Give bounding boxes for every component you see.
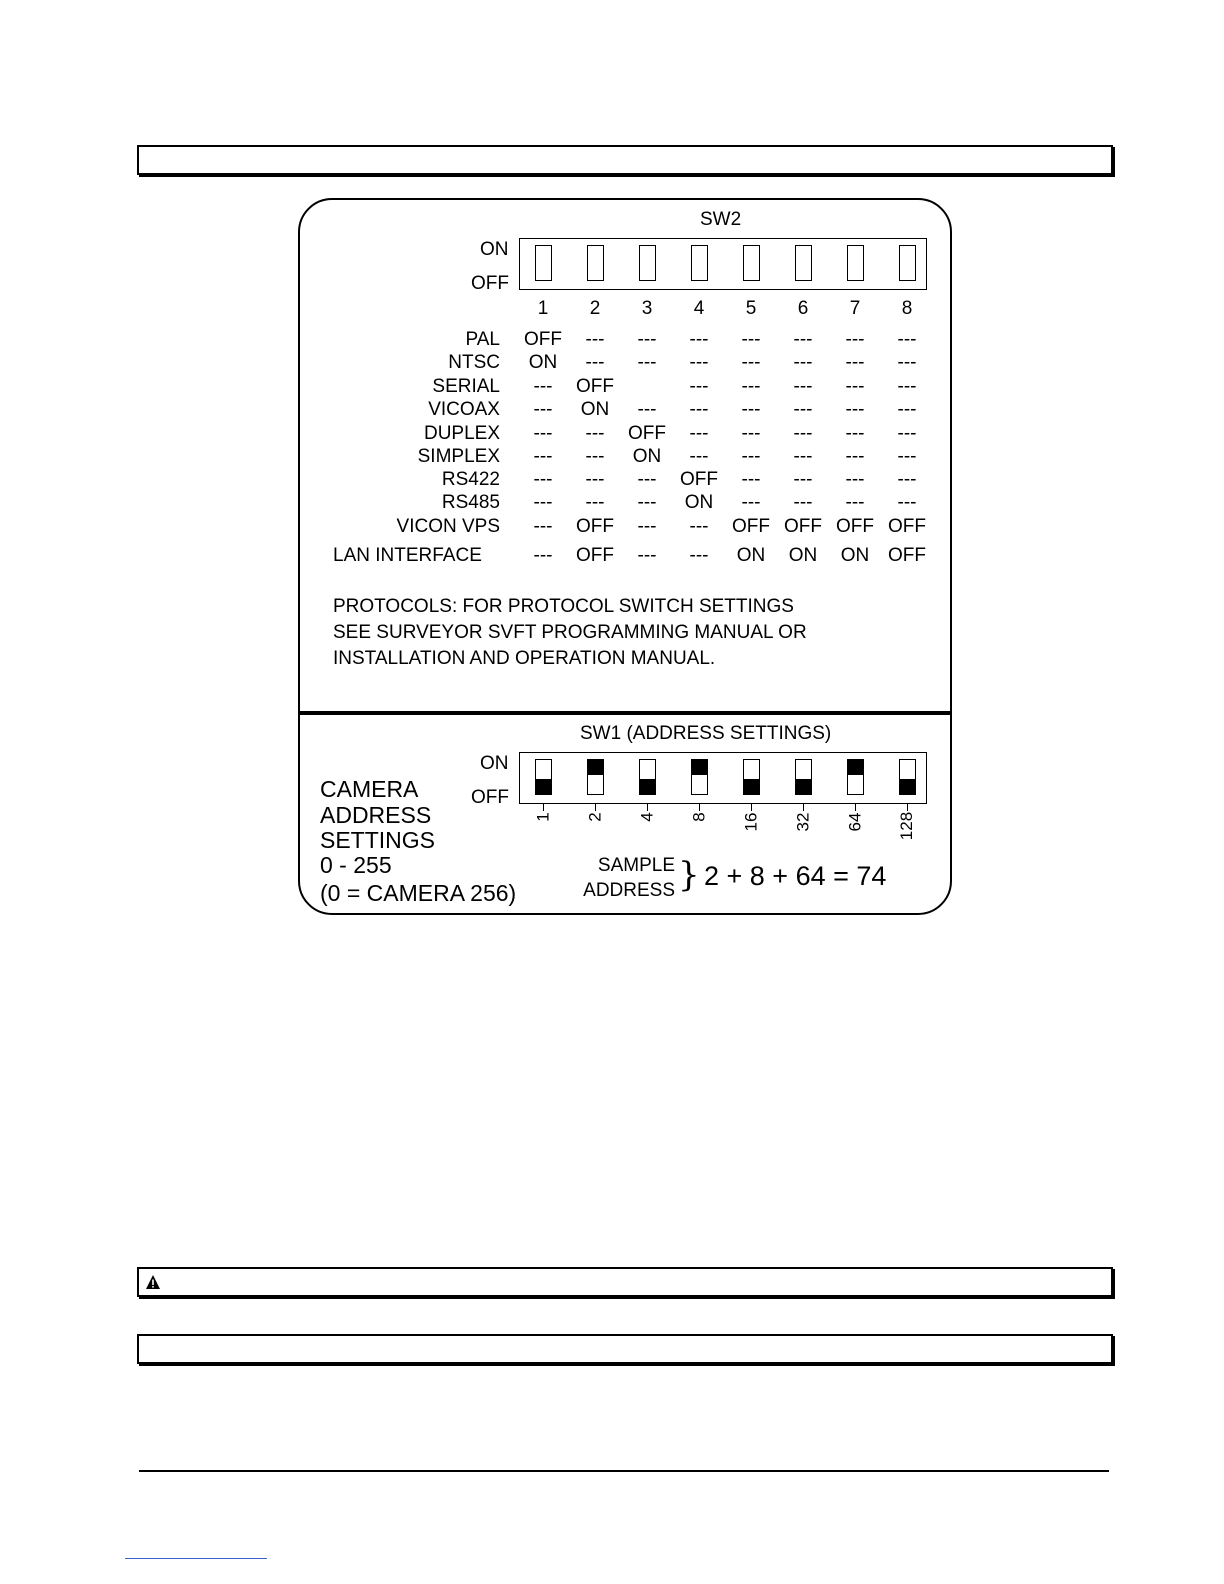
sw2-setting-cell: ON (528, 352, 558, 373)
sw2-setting-cell: --- (637, 516, 657, 537)
sw2-setting-cell: OFF (680, 469, 718, 490)
sw2-setting-cell: --- (637, 469, 657, 490)
sw2-setting-cell: --- (845, 329, 865, 350)
sw2-switch-number: 1 (537, 298, 549, 319)
sw2-setting-cell: --- (845, 446, 865, 467)
sample-label: SAMPLE (597, 855, 675, 876)
sw2-switch-number: 3 (641, 298, 653, 319)
sw2-setting-cell: --- (533, 469, 553, 490)
sw2-setting-cell: --- (793, 352, 813, 373)
sw2-setting-cell: ON (736, 545, 766, 566)
sw1-switch (639, 759, 656, 795)
sw2-setting-cell: --- (897, 469, 917, 490)
sw2-row-label: VICON VPS (396, 516, 500, 537)
sw2-setting-cell: OFF (524, 329, 562, 350)
sw2-switch (691, 245, 708, 281)
sw2-setting-cell: --- (897, 492, 917, 513)
brace-icon: } (678, 855, 700, 895)
switch-actuator (536, 779, 551, 794)
sw2-switch (587, 245, 604, 281)
sw1-address-value: 32 (792, 812, 812, 831)
sw2-setting-cell: --- (897, 376, 917, 397)
sw2-row-label: DUPLEX (423, 423, 500, 444)
sw2-row-label: RS485 (441, 492, 500, 513)
sw2-setting-cell: --- (845, 376, 865, 397)
warning-triangle-icon (145, 1274, 161, 1290)
sw2-setting-cell: --- (741, 376, 761, 397)
sw2-setting-cell: --- (897, 446, 917, 467)
sample-label: ADDRESS (583, 880, 675, 901)
sw2-setting-cell: --- (793, 376, 813, 397)
sw2-setting-cell: --- (533, 492, 553, 513)
switch-settings-label (298, 198, 952, 915)
sw2-setting-cell: --- (793, 329, 813, 350)
camera-zero-note: (0 = CAMERA 256) (320, 880, 517, 906)
sw2-setting-cell: --- (533, 545, 553, 566)
sw2-setting-cell: --- (741, 399, 761, 420)
sw2-switch (639, 245, 656, 281)
sw2-row-label: SIMPLEX (417, 446, 500, 467)
sw2-setting-cell: --- (637, 545, 657, 566)
sw2-setting-cell: --- (741, 446, 761, 467)
protocol-note-line: SEE SURVEYOR SVFT PROGRAMMING MANUAL OR (333, 622, 807, 643)
sw2-setting-cell: --- (585, 469, 605, 490)
header-box (137, 145, 1113, 175)
sw1-address-value: 64 (844, 812, 864, 831)
sw1-off-label: OFF (471, 787, 509, 808)
sw1-tick (907, 803, 908, 811)
sw2-setting-cell: --- (897, 423, 917, 444)
sw2-setting-cell: --- (689, 376, 709, 397)
sw2-setting-cell: --- (793, 469, 813, 490)
sw2-switch (847, 245, 864, 281)
sw2-off-label: OFF (471, 273, 509, 294)
sw2-setting-cell: --- (741, 423, 761, 444)
sw2-setting-cell: --- (637, 399, 657, 420)
sw2-row-label: SERIAL (432, 376, 500, 397)
switch-actuator (796, 779, 811, 794)
switch-actuator (900, 779, 915, 794)
sw2-setting-cell: OFF (576, 545, 614, 566)
sw2-on-label: ON (480, 239, 509, 260)
sw2-row-label: VICOAX (428, 399, 500, 420)
switch-actuator (744, 779, 759, 794)
sw2-setting-cell: --- (689, 516, 709, 537)
sw1-tick (647, 803, 648, 811)
sw2-switch-bank (519, 238, 927, 290)
sw1-switch (587, 759, 604, 795)
sw2-setting-cell: --- (845, 492, 865, 513)
sw2-setting-cell: --- (533, 399, 553, 420)
sw1-switch (899, 759, 916, 795)
sw2-setting-cell: --- (637, 329, 657, 350)
sw2-row-label: RS422 (441, 469, 500, 490)
sw2-switch-number: 4 (693, 298, 705, 319)
sw1-switch (535, 759, 552, 795)
sw2-setting-cell: --- (845, 399, 865, 420)
sw1-title: SW1 (ADDRESS SETTINGS) (580, 723, 832, 744)
sw2-setting-cell: --- (741, 469, 761, 490)
sw2-setting-cell: --- (533, 376, 553, 397)
sw2-setting-cell: OFF (784, 516, 822, 537)
sw2-setting-cell: OFF (576, 376, 614, 397)
sw2-setting-cell: --- (533, 516, 553, 537)
sw1-tick (803, 803, 804, 811)
sw2-setting-cell: OFF (836, 516, 874, 537)
sw1-switch (847, 759, 864, 795)
sw2-setting-cell: --- (845, 423, 865, 444)
sw1-tick (855, 803, 856, 811)
sw2-setting-cell: --- (689, 399, 709, 420)
footer-link-underline (125, 1558, 267, 1559)
sw2-row-label: LAN INTERFACE (333, 545, 482, 566)
sw1-address-value: 16 (740, 812, 760, 831)
sw1-address-value: 8 (689, 811, 709, 822)
sw2-setting-cell: ON (840, 545, 870, 566)
sw1-on-label: ON (480, 753, 509, 774)
sw1-tick (699, 803, 700, 811)
section-divider (298, 711, 952, 715)
camera-range: 0 - 255 (320, 852, 392, 878)
sw2-setting-cell: --- (689, 423, 709, 444)
sw2-setting-cell: --- (741, 352, 761, 373)
sw1-address-value: 1 (533, 811, 553, 822)
sw2-setting-cell: ON (632, 446, 662, 467)
sw2-switch-number: 8 (901, 298, 913, 319)
sw2-switch-number: 7 (849, 298, 861, 319)
sw1-tick (543, 803, 544, 811)
switch-actuator (588, 760, 603, 775)
sw2-setting-cell: --- (533, 446, 553, 467)
sw2-switch-number: 5 (745, 298, 757, 319)
warning-box (137, 1267, 1113, 1297)
protocol-note-line: PROTOCOLS: FOR PROTOCOL SWITCH SETTINGS (333, 596, 794, 617)
sw2-setting-cell: OFF (576, 516, 614, 537)
sw2-setting-cell: OFF (732, 516, 770, 537)
sw2-setting-cell: --- (793, 423, 813, 444)
sw2-switch-number: 2 (589, 298, 601, 319)
sw2-setting-cell: ON (684, 492, 714, 513)
sw1-switch (743, 759, 760, 795)
footer-box (137, 1334, 1113, 1364)
sw1-address-value: 4 (637, 811, 657, 822)
sw2-setting-cell: --- (897, 352, 917, 373)
sw2-setting-cell: --- (689, 446, 709, 467)
protocol-note-line: INSTALLATION AND OPERATION MANUAL. (333, 648, 716, 669)
camera-text-line: ADDRESS (320, 802, 432, 828)
sw2-setting-cell: ON (580, 399, 610, 420)
camera-text-line: CAMERA (320, 776, 419, 802)
sw2-setting-cell: --- (585, 329, 605, 350)
sw2-setting-cell: --- (741, 329, 761, 350)
sw2-setting-cell: OFF (628, 423, 666, 444)
sw2-setting-cell: --- (689, 545, 709, 566)
sw2-switch (899, 245, 916, 281)
sw2-setting-cell: --- (793, 492, 813, 513)
sw2-setting-cell: OFF (888, 516, 926, 537)
sw2-setting-cell: --- (637, 352, 657, 373)
switch-actuator (692, 760, 707, 775)
switch-actuator (848, 760, 863, 775)
sw2-setting-cell: --- (637, 492, 657, 513)
sw2-title: SW2 (700, 209, 742, 230)
sw2-setting-cell: --- (793, 446, 813, 467)
sw1-tick (751, 803, 752, 811)
sw2-setting-cell: --- (897, 329, 917, 350)
sw1-address-value: 2 (585, 811, 605, 822)
sw2-switch (743, 245, 760, 281)
sw1-address-value: 128 (897, 811, 917, 841)
sw2-setting-cell: --- (585, 423, 605, 444)
sw1-switch-bank (519, 752, 927, 804)
switch-actuator (640, 779, 655, 794)
sw2-setting-cell: --- (533, 423, 553, 444)
sw1-tick (595, 803, 596, 811)
sw2-setting-cell: --- (897, 399, 917, 420)
sw2-setting-cell: --- (793, 399, 813, 420)
sw2-setting-cell: --- (689, 329, 709, 350)
sw2-switch (795, 245, 812, 281)
sw2-setting-cell: --- (741, 492, 761, 513)
camera-text-line: SETTINGS (320, 827, 436, 853)
sw1-switch (691, 759, 708, 795)
sw2-setting-cell: --- (845, 352, 865, 373)
sw2-row-label: NTSC (448, 352, 500, 373)
sw2-setting-cell: OFF (888, 545, 926, 566)
sw1-switch (795, 759, 812, 795)
sw2-setting-cell: ON (788, 545, 818, 566)
sw2-setting-cell: --- (585, 352, 605, 373)
sw2-setting-cell: --- (585, 492, 605, 513)
sw2-row-label: PAL (465, 329, 500, 350)
sample-equation: 2 + 8 + 64 = 74 (704, 861, 887, 891)
sw2-switch-number: 6 (797, 298, 809, 319)
sw2-setting-cell: --- (689, 352, 709, 373)
sw2-setting-cell: --- (845, 469, 865, 490)
sw2-switch (535, 245, 552, 281)
sw2-setting-cell: --- (585, 446, 605, 467)
footer-rule (139, 1470, 1109, 1472)
